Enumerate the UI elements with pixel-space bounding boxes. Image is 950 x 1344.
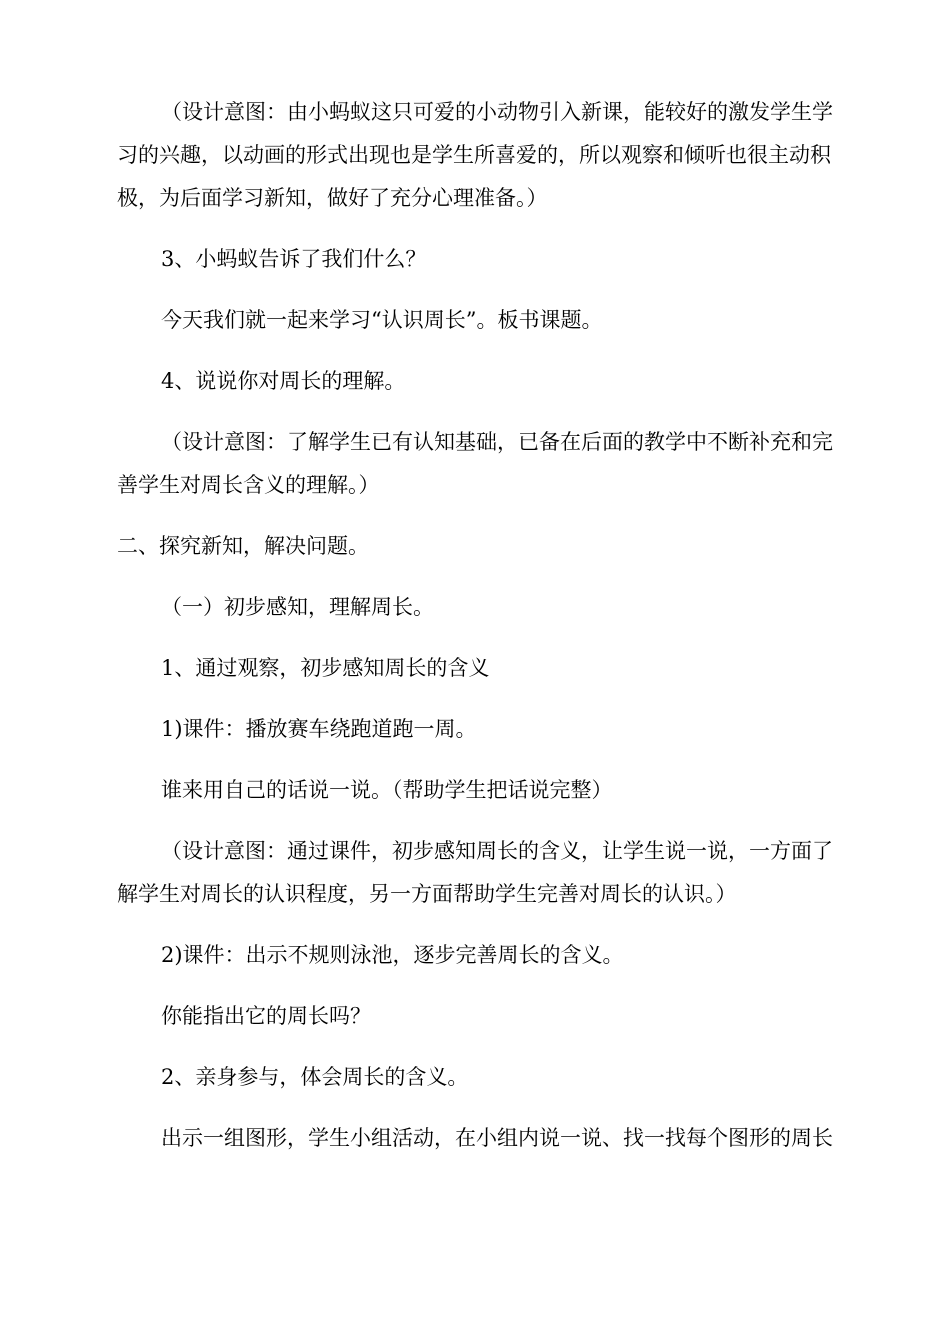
document-body: [117, 91, 835, 1160]
step-3-paragraph: 3、小蚂蚁告诉了我们什么？: [161, 247, 427, 271]
group-activity-paragraph: 出示一组图形，学生小组活动，在小组内说一说、找一找每个图形的周长: [161, 1126, 833, 1150]
courseware-step-2: 2)课件：出示不规则泳池，逐步完善周长的含义。: [161, 943, 624, 967]
participation-step-paragraph: 2、亲身参与，体会周长的含义。: [161, 1065, 469, 1089]
design-intent-paragraph-3: （设计意图：通过课件，初步感知周长的含义，让学生说一说，一方面了解学生对周长的认识程度，另一方面帮助学生完善对周长的认识。）: [117, 839, 833, 906]
question-paragraph: 你能指出它的周长吗？: [161, 1004, 371, 1028]
section-heading-2: 二、探究新知，解决问题。: [117, 534, 369, 558]
topic-intro-paragraph: 今天我们就一起来学习“认识周长”。板书课题。: [161, 308, 603, 332]
courseware-step-1: 1)课件：播放赛车绕跑道跑一周。: [161, 717, 477, 741]
design-intent-paragraph-1: （设计意图：由小蚂蚁这只可爱的小动物引入新课，能较好的激发学生学习的兴趣，以动画的形式出现也是学生所喜爱的，所以观察和倾听也很主动积极，为后面学习新知，做好了充分心理准备。）: [117, 100, 833, 210]
student-prompt-paragraph: 谁来用自己的话说一说。（帮助学生把话说完整）: [161, 778, 613, 802]
observation-step-paragraph: 1、通过观察，初步感知周长的含义: [161, 656, 490, 680]
step-4-paragraph: 4、说说你对周长的理解。: [161, 369, 406, 393]
subsection-heading-1: （一）初步感知，理解周长。: [161, 595, 434, 619]
design-intent-paragraph-2: （设计意图：了解学生已有认知基础，已备在后面的教学中不断补充和完善学生对周长含义的理解。）: [117, 430, 833, 497]
